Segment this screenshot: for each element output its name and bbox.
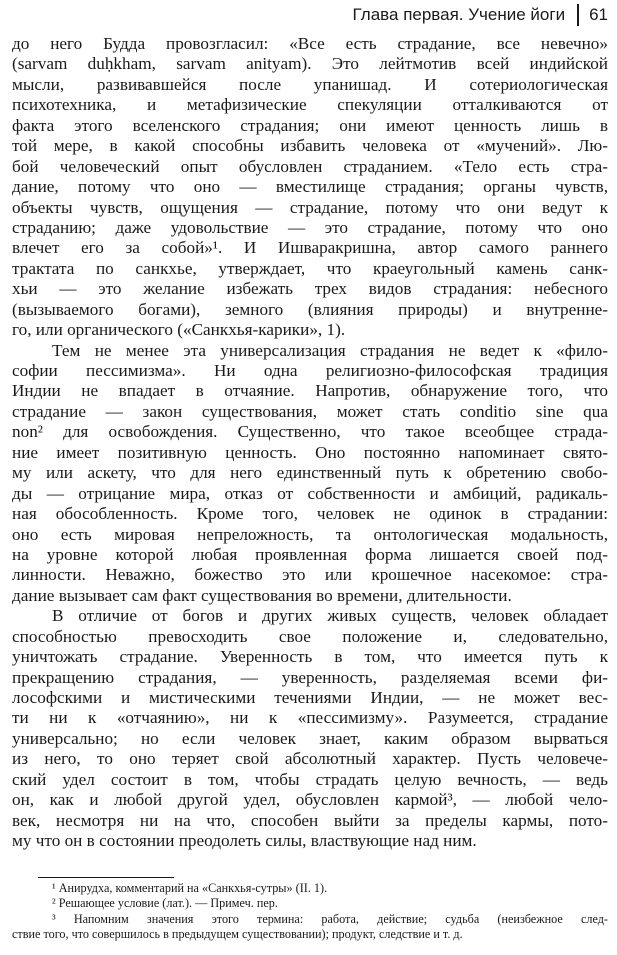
footnotes	[12, 881, 608, 942]
text-line: страдание — закон существования, может стать conditio sine qua	[12, 401, 608, 421]
text-line: софии пессимизма». Ни одна религиозно-философская традиция	[12, 361, 608, 380]
text-line: ние имеет позитивную ценность. Оно постоянно напоминает свято-	[12, 442, 608, 462]
header-separator	[577, 4, 579, 26]
text-line: объекты чувств, ощущения — страдание, потому что они ведут к	[12, 197, 608, 217]
page-number: 61	[589, 5, 608, 24]
text-line: (вызываемого богами), земного (влияния природы) и внутренне-	[12, 299, 608, 319]
text-line: факта этого вселенского страдания; они имеют ценность лишь в	[12, 115, 608, 135]
text-line: хьи — это желание избежать трех видов страдания: небесного	[12, 279, 608, 299]
text-line: век, несмотря ни на что, способен выйти за пределы кармы, пото-	[12, 810, 608, 830]
text-line: го, или органического («Санкхья-карики», 1).	[12, 320, 346, 340]
text-line: прекращению страдания, — уверенность, разделяемая всеми фи-	[12, 667, 608, 687]
text-line: той мере, в какой способны избавить человека от «мучений». Лю-	[12, 136, 608, 156]
footnote-3-continued: ствие того, что совершилось в предыдущем существовании); продукт, следствие и т. д.	[12, 926, 463, 941]
main-text	[12, 34, 608, 852]
running-head	[270, 2, 610, 28]
paragraph-3	[12, 606, 608, 851]
text-line: оно есть мировая непреложность, та онтологическая модальность,	[12, 524, 608, 544]
text-line: он, как и любой другой удел, обусловлен кармой³, — любой чело-	[12, 790, 608, 810]
footnote-1: ¹ Анирудха, комментарий на «Санкхья-сутры» (II. 1).	[52, 881, 328, 895]
footnote-2: ² Решающее условие (лат.). — Примеч. пер.	[52, 896, 278, 911]
text-line: психотехника, и метафизические спекуляции отталкиваются от	[12, 95, 608, 115]
text-line: универсально; но если человек знает, каким образом вырваться	[12, 728, 608, 748]
text-line: лософскими и мистическими течениями Индии, — не может вес-	[12, 688, 608, 707]
paragraph-1	[12, 34, 608, 341]
text-line: бой человеческий опыт обусловлен страданием. «Тело есть стра-	[12, 156, 608, 176]
footnote-divider	[38, 877, 174, 878]
text-line: уничтожать страдание. Уверенность в том, что имеется путь к	[12, 647, 608, 667]
text-line: до него Будда провозгласил: «Все есть страдание, все невечно»	[12, 34, 608, 53]
text-line: (sarvam duḥkham, sarvam anityam). Это лейтмотив всей индийской	[12, 54, 608, 74]
text-line: страданию; даже удовольствие — это страдание, потому что оно	[12, 217, 608, 237]
text-line: ский удел состоит в том, чтобы страдать целую вечность, — ведь	[12, 769, 608, 789]
text-line: non² для освобождения. Существенно, что такое всеобщее страда-	[12, 422, 608, 442]
text-line: трактата по санкхье, утверждает, что краеугольный камень санк-	[12, 258, 608, 278]
text-line: ная обособленность. Кроме того, человек не одинок в страдании:	[12, 504, 608, 524]
paragraph-2	[12, 341, 608, 607]
chapter-title: Глава первая. Учение йоги	[352, 5, 566, 24]
text-line: линности. Неважно, божество это или крошечное насекомое: стра-	[12, 565, 608, 585]
text-line: В отличие от богов и других живых существ, человек обладает	[52, 606, 608, 626]
text-line: ды — отрицание мира, отказ от собственности и амбиций, радикаль-	[12, 483, 608, 503]
text-line: на уровне которой любая проявленная форма лишается своей под-	[12, 544, 608, 564]
text-line: му что он в состоянии преодолеть силы, властвующие над ним.	[12, 831, 477, 851]
text-line: Индии не впадает в отчаяние. Напротив, обнаружение того, что	[12, 381, 608, 401]
text-line: мысли, развивавшейся после упанишад. И сотериологическая	[12, 74, 608, 94]
footnote-3: ³ Напомним значения этого термина: работа, действие; судьба (неизбежное след-	[52, 911, 608, 926]
text-line: му или аскету, что для него единственный путь к обретению свобо-	[12, 463, 608, 483]
text-line: дание, потому что оно — вместилище страдания; органы чувств,	[12, 177, 608, 197]
text-line: ти ни к «отчаянию», ни к «пессимизму». Разумеется, страдание	[12, 708, 608, 728]
text-line: влечет его за собой»¹. И Ишваракришна, автор самого раннего	[12, 238, 608, 258]
text-line: Тем не менее эта универсализация страдания не ведет к «фило-	[52, 340, 608, 360]
text-line: способностью превосходить свое положение и, следовательно,	[12, 626, 608, 646]
text-line: дание вызывает сам факт существования во времени, длительности.	[12, 585, 512, 605]
text-line: из него, то оно теряет свой абсолютный характер. Пусть человече-	[12, 749, 608, 769]
